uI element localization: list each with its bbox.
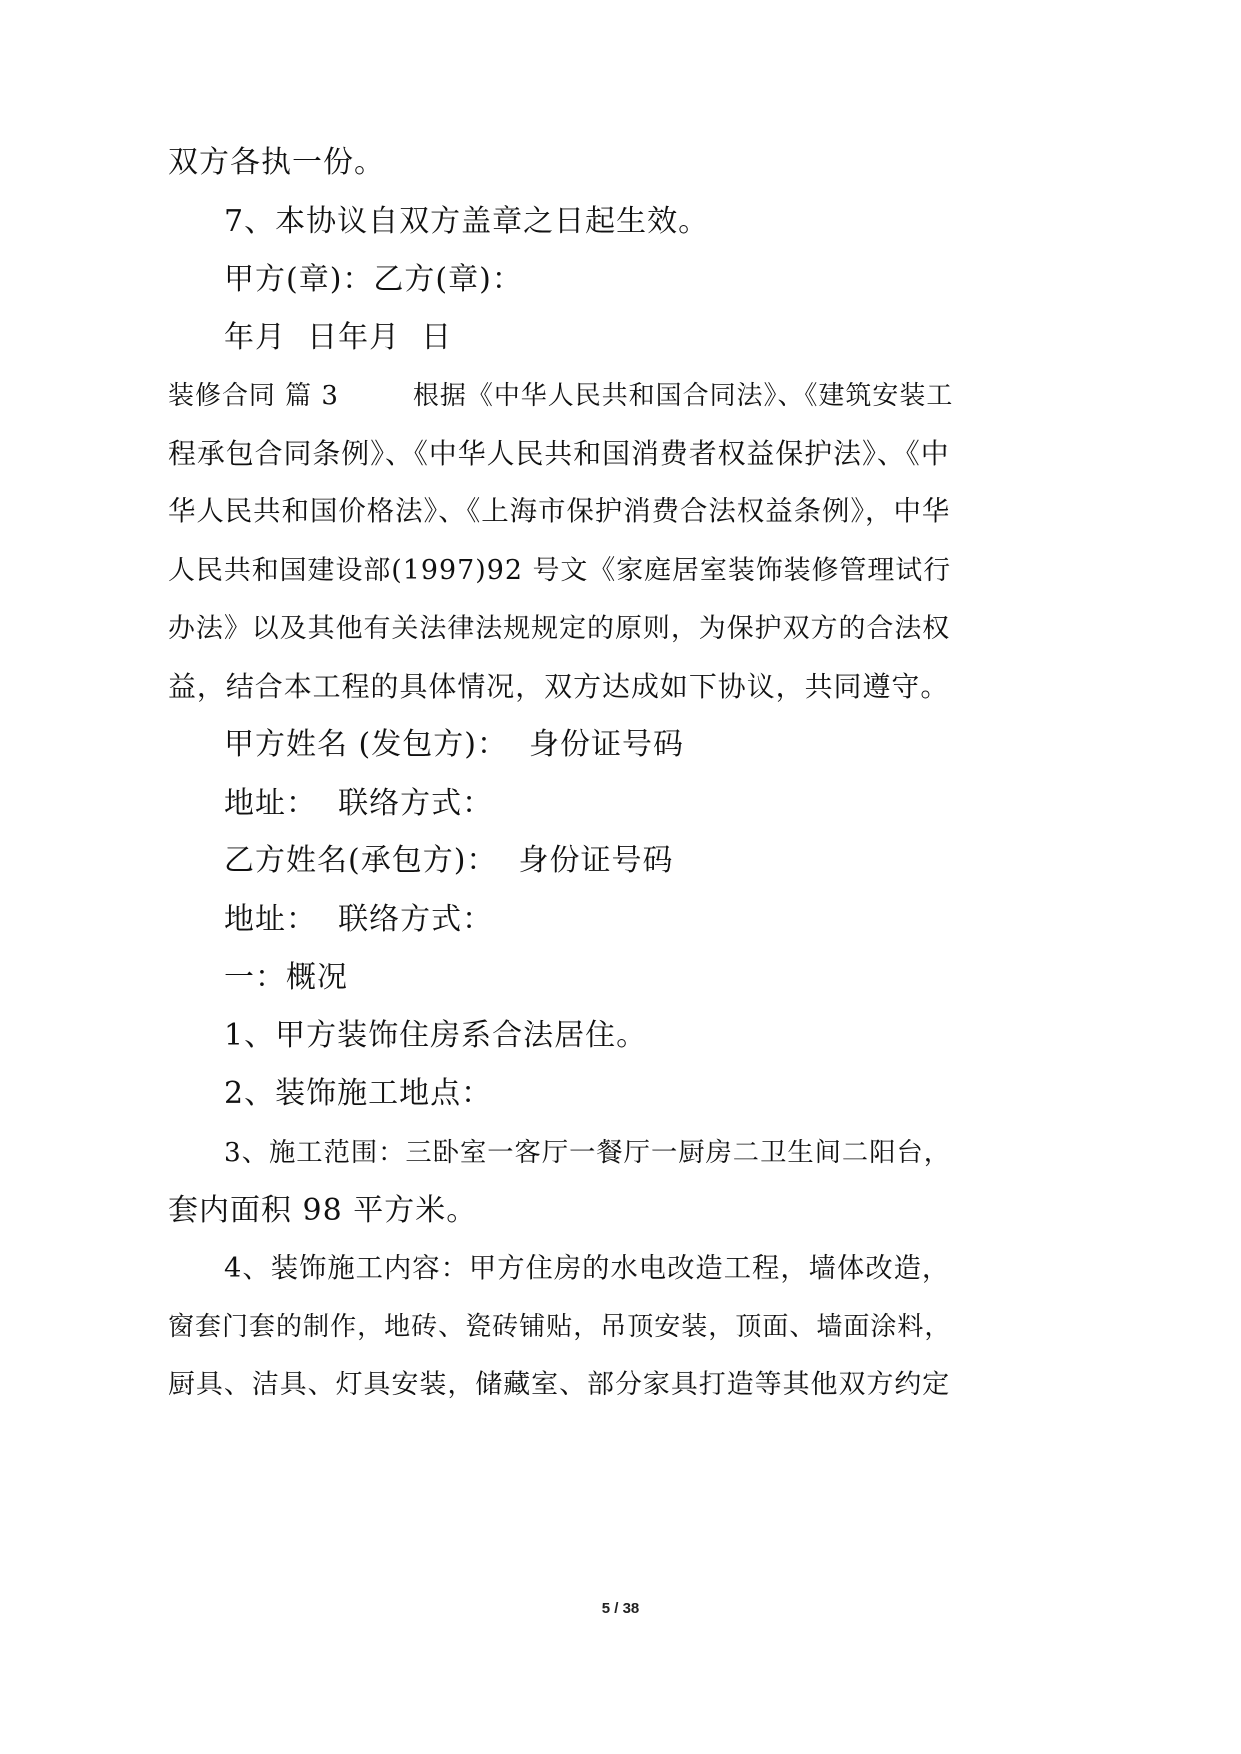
text-line: 地址： 联络方式：: [224, 902, 494, 937]
text-line: 人民共和国建设部(1997)92 号文《家庭居室装饰装修管理试行: [168, 555, 952, 586]
text-line: 4、装饰施工内容：甲方住房的水电改造工程，墙体改造，: [224, 1253, 951, 1284]
text-line: 地址： 联络方式：: [224, 786, 494, 821]
text-line: 办法》以及其他有关法律法规规定的原则，为保护双方的合法权: [168, 613, 951, 644]
text-line: 2、装饰施工地点：: [224, 1076, 493, 1111]
text-line: 年月 日年月 日: [224, 320, 453, 355]
text-line: 3、施工范围：三卧室一客厅一餐厅一厨房二卫生间二阳台，: [224, 1138, 952, 1168]
text-line: 益，结合本工程的具体情况，双方达成如下协议，共同遵守。: [168, 670, 950, 703]
text-line: 双方各执一份。: [168, 145, 385, 180]
text-line: 甲方姓名 (发包方)： 身份证号码: [224, 727, 685, 762]
text-line: 7、本协议自双方盖章之日起生效。: [224, 204, 710, 239]
text-line: 一：概况: [224, 960, 348, 995]
text-line: 甲方(章)：乙方(章)：: [224, 262, 523, 297]
text-line: 程承包合同条例》、《中华人民共和国消费者权益保护法》、《中: [168, 437, 950, 470]
text-line: 厨具、洁具、灯具安装，储藏室、部分家具打造等其他双方约定: [168, 1369, 951, 1400]
text-line: 窗套门套的制作，地砖、瓷砖铺贴，吊顶安装，顶面、墙面涂料，: [168, 1312, 952, 1342]
text-line: 乙方姓名(承包方)： 身份证号码: [224, 843, 674, 878]
page-number: 5 / 38: [601, 1600, 640, 1617]
text-line: 1、甲方装饰住房系合法居住。: [224, 1018, 648, 1053]
section-heading-line: 装修合同 篇 3 根据《中华人民共和国合同法》、《建筑安装工: [168, 381, 954, 411]
text-line: 华人民共和国价格法》、《上海市保护消费合法权益条例》，中华: [168, 496, 951, 527]
text-line: 套内面积 98 平方米。: [168, 1193, 478, 1228]
